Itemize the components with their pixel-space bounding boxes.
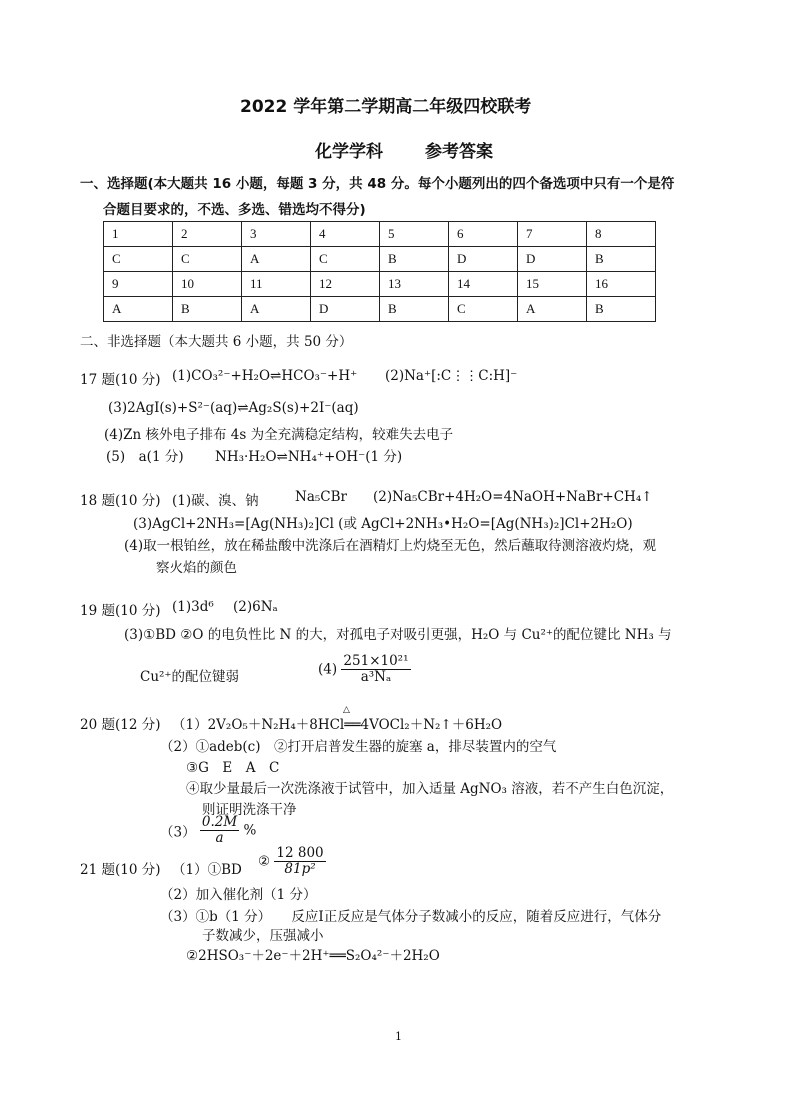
table-row: [104, 297, 656, 322]
q18-part1-elements: (1)碳、溴、钠: [172, 493, 259, 509]
q19-part4-prefix: (4): [318, 661, 338, 678]
q17-part3: (3)2AgI(s)+S²⁻(aq)⇌Ag₂S(s)+2I⁻(aq): [108, 400, 359, 416]
table-cell: C: [173, 247, 242, 272]
q20-part3-suffix: %: [243, 822, 257, 839]
q20-part2-c-line2: 则证明洗涤干净: [202, 802, 297, 818]
table-cell: 15: [518, 272, 587, 297]
table-cell: 9: [104, 272, 173, 297]
table-row: [104, 222, 656, 247]
q17-part2: (2)Na⁺[:C⋮⋮C:H]⁻: [385, 368, 518, 384]
q21-part3-a-line1: （3）①b（1 分） 反应Ⅰ正反应是气体分子数减小的反应，随着反应进行，气体分: [160, 909, 662, 925]
table-cell: C: [449, 297, 518, 322]
table-row: [104, 247, 656, 272]
table-cell: 1: [104, 222, 173, 247]
fraction-denominator: a: [215, 830, 224, 846]
q20-part3-prefix: （3）: [160, 824, 196, 841]
q20-part1: （1）2V₂O₅＋N₂H₄＋8HCl══4VOCl₂＋N₂↑＋6H₂O: [172, 717, 503, 733]
table-cell: D: [518, 247, 587, 272]
answer-table: [103, 221, 656, 322]
q20-part2-c-line1: ④取少量最后一次洗涤液于试管中，加入适量 AgNO₃ 溶液，若不产生白色沉淀，: [186, 781, 674, 797]
table-cell: 2: [173, 222, 242, 247]
q19-part3-line2: Cu²⁺的配位键弱: [140, 669, 240, 685]
q21-part1-b-prefix: ②: [258, 853, 271, 870]
section1-heading-line2: 合题目要求的，不选、多选、错选均不得分): [103, 202, 366, 218]
table-cell: A: [518, 297, 587, 322]
q18-part3: (3)AgCl+2NH₃=[Ag(NH₃)₂]Cl (或 AgCl+2NH₃•H₂O=[Ag(NH₃)₂]Cl+2H₂O): [133, 516, 633, 532]
table-cell: C: [311, 247, 380, 272]
answer-key-label: 参考答案: [425, 142, 493, 162]
q21-part3-b: ②2HSO₃⁻＋2e⁻＋2H⁺══S₂O₄²⁻＋2H₂O: [186, 948, 440, 964]
table-cell: C: [104, 247, 173, 272]
q20-part2-a: （2）①adeb(c) ②打开启普发生器的旋塞 a，排尽装置内的空气: [160, 739, 557, 755]
table-cell: 14: [449, 272, 518, 297]
q21-label: 21 题(10 分): [80, 862, 161, 878]
section1-heading-line1: 一、选择题(本大题共 16 小题，每题 3 分，共 48 分。每个小题列出的四个备选项中只有一个是符: [80, 176, 675, 192]
table-cell: 4: [311, 222, 380, 247]
table-cell: 8: [587, 222, 656, 247]
table-cell: A: [104, 297, 173, 322]
section2-heading: 二、非选择题（本大题共 6 小题，共 50 分）: [80, 334, 353, 350]
q19-part2: (2)6Nₐ: [233, 599, 278, 615]
q18-part4-line1: (4)取一根铂丝，放在稀盐酸中洗涤后在酒精灯上灼烧至无色，然后蘸取待测溶液灼烧，观: [124, 538, 657, 554]
q19-part4-fraction: [341, 654, 410, 685]
page-number: 1: [395, 1030, 402, 1043]
table-row: [104, 272, 656, 297]
table-cell: A: [242, 247, 311, 272]
table-cell: D: [449, 247, 518, 272]
table-cell: 12: [311, 272, 380, 297]
table-cell: 7: [518, 222, 587, 247]
table-cell: A: [242, 297, 311, 322]
q21-part3-a-line2: 子数减少，压强减小: [202, 928, 324, 944]
q18-label: 18 题(10 分): [80, 493, 161, 509]
q20-part3: [160, 815, 256, 846]
fraction-numerator: 251×10²¹: [343, 653, 409, 669]
table-cell: 6: [449, 222, 518, 247]
q21-part1-a: （1）①BD: [172, 862, 242, 878]
q21-part1-b-fraction: [274, 846, 325, 877]
q19-part3-line1: (3)①BD ②O 的电负性比 N 的大，对孤电子对吸引更强，H₂O 与 Cu²⁺的配位键比 NH₃ 与: [124, 627, 672, 643]
table-cell: B: [587, 297, 656, 322]
fraction-numerator: 12 800: [276, 845, 324, 861]
table-cell: D: [311, 297, 380, 322]
q20-part3-fraction: [200, 815, 239, 846]
fraction-denominator: a³Nₐ: [360, 669, 392, 685]
table-cell: 11: [242, 272, 311, 297]
q17-label: 17 题(10 分): [80, 372, 161, 388]
q21-part2: （2）加入催化剂（1 分）: [160, 887, 317, 903]
table-cell: 13: [380, 272, 449, 297]
q17-part5-answer: (5) a(1 分): [106, 449, 184, 465]
table-cell: 3: [242, 222, 311, 247]
page-title: 2022 学年第二学期高二年级四校联考: [240, 97, 532, 117]
table-cell: 10: [173, 272, 242, 297]
q19-label: 19 题(10 分): [80, 603, 161, 619]
q19-part4: [318, 654, 411, 685]
q18-part1-formula: Na₅CBr: [295, 489, 347, 505]
q17-part5-equation: NH₃·H₂O⇌NH₄⁺+OH⁻(1 分): [215, 449, 403, 465]
fraction-denominator: 81p²: [284, 861, 316, 877]
table-cell: 5: [380, 222, 449, 247]
q17-part4: (4)Zn 核外电子排布 4s 为全充满稳定结构，较难失去电子: [104, 427, 454, 443]
heat-condition-symbol: △: [343, 705, 350, 715]
subject-label: 化学学科: [315, 142, 383, 162]
table-cell: B: [587, 247, 656, 272]
q18-part2: (2)Na₅CBr+4H₂O=4NaOH+NaBr+CH₄↑: [373, 489, 653, 505]
q17-part1: (1)CO₃²⁻+H₂O⇌HCO₃⁻+H⁺: [172, 368, 358, 384]
table-cell: 16: [587, 272, 656, 297]
fraction-numerator: 0.2M: [201, 814, 238, 830]
q19-part1: (1)3d⁶: [172, 599, 214, 615]
q20-part2-b: ③G E A C: [186, 760, 280, 776]
q21-part1-b: [258, 846, 326, 877]
table-cell: B: [173, 297, 242, 322]
table-cell: B: [380, 297, 449, 322]
table-cell: B: [380, 247, 449, 272]
q20-label: 20 题(12 分): [80, 717, 161, 733]
q18-part4-line2: 察火焰的颜色: [156, 560, 237, 576]
